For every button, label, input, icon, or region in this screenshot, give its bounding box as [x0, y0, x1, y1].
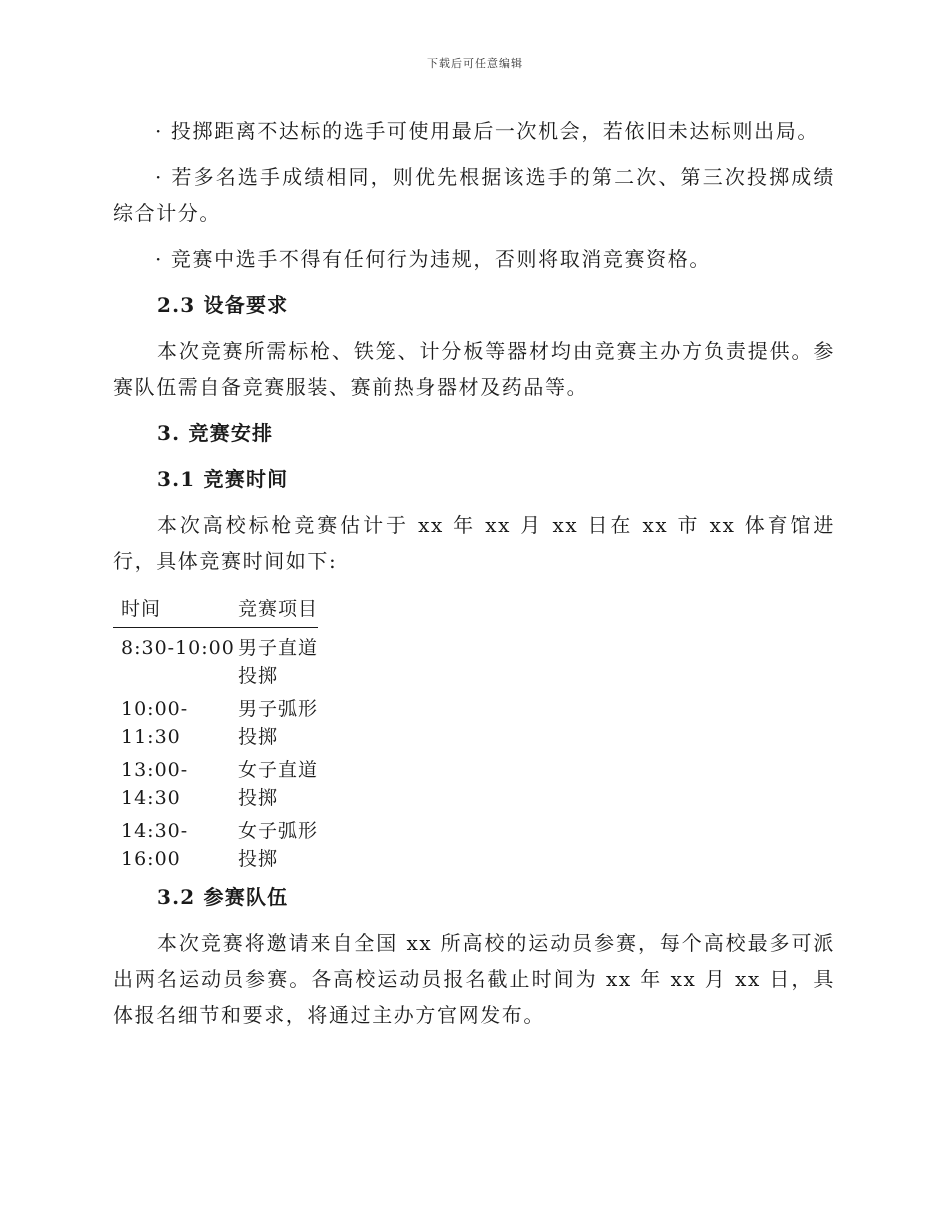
- time-cell: 14:30-16:00: [121, 820, 189, 870]
- teams-paragraph: 本次竞赛将邀请来自全国 xx 所高校的运动员参赛，每个高校最多可派出两名运动员参赛。各高校运动员报名截止时间为 xx 年 xx 月 xx 日，具体报名细节和要求，将通过主办方官网发布。: [113, 931, 835, 1027]
- column-header-time: 时间: [113, 595, 238, 628]
- equipment-paragraph: 本次竞赛所需标枪、铁笼、计分板等器材均由竞赛主办方负责提供。参赛队伍需自备竞赛服装、赛前热身器材及药品等。: [113, 339, 835, 399]
- document-body: [113, 113, 835, 1043]
- event-cell: 男子直道投掷: [238, 637, 319, 687]
- column-header-event: 竞赛项目: [238, 595, 318, 628]
- page-header-note: 下载后可任意编辑: [427, 57, 523, 70]
- rule-bullet-1: · 投掷距离不达标的选手可使用最后一次机会，若依旧未达标则出局。: [155, 119, 819, 143]
- table-row: [113, 751, 318, 812]
- event-cell: 男子弧形投掷: [238, 698, 319, 748]
- heading-3: 3. 竞赛安排: [157, 421, 274, 445]
- rule-bullet-3: · 竞赛中选手不得有任何行为违规，否则将取消竞赛资格。: [155, 247, 711, 271]
- time-cell: 8:30-10:00: [121, 637, 235, 659]
- heading-3-2: 3.2 参赛队伍: [157, 885, 289, 909]
- table-row: [113, 690, 318, 751]
- time-cell: 10:00-11:30: [121, 698, 189, 748]
- schedule-intro-paragraph: 本次高校标枪竞赛估计于 xx 年 xx 月 xx 日在 xx 市 xx 体育馆进行，具体竞赛时间如下:: [113, 513, 835, 573]
- event-cell: 女子弧形投掷: [238, 820, 319, 870]
- heading-3-1: 3.1 竞赛时间: [157, 467, 289, 491]
- time-cell: 13:00-14:30: [121, 759, 189, 809]
- heading-2-3: 2.3 设备要求: [157, 293, 289, 317]
- schedule-header-row: [113, 595, 318, 628]
- event-cell: 女子直道投掷: [238, 759, 319, 809]
- rule-bullet-2: · 若多名选手成绩相同，则优先根据该选手的第二次、第三次投掷成绩综合计分。: [113, 165, 835, 225]
- table-row: [113, 812, 318, 873]
- table-row: [113, 628, 318, 691]
- schedule-table: [113, 595, 318, 873]
